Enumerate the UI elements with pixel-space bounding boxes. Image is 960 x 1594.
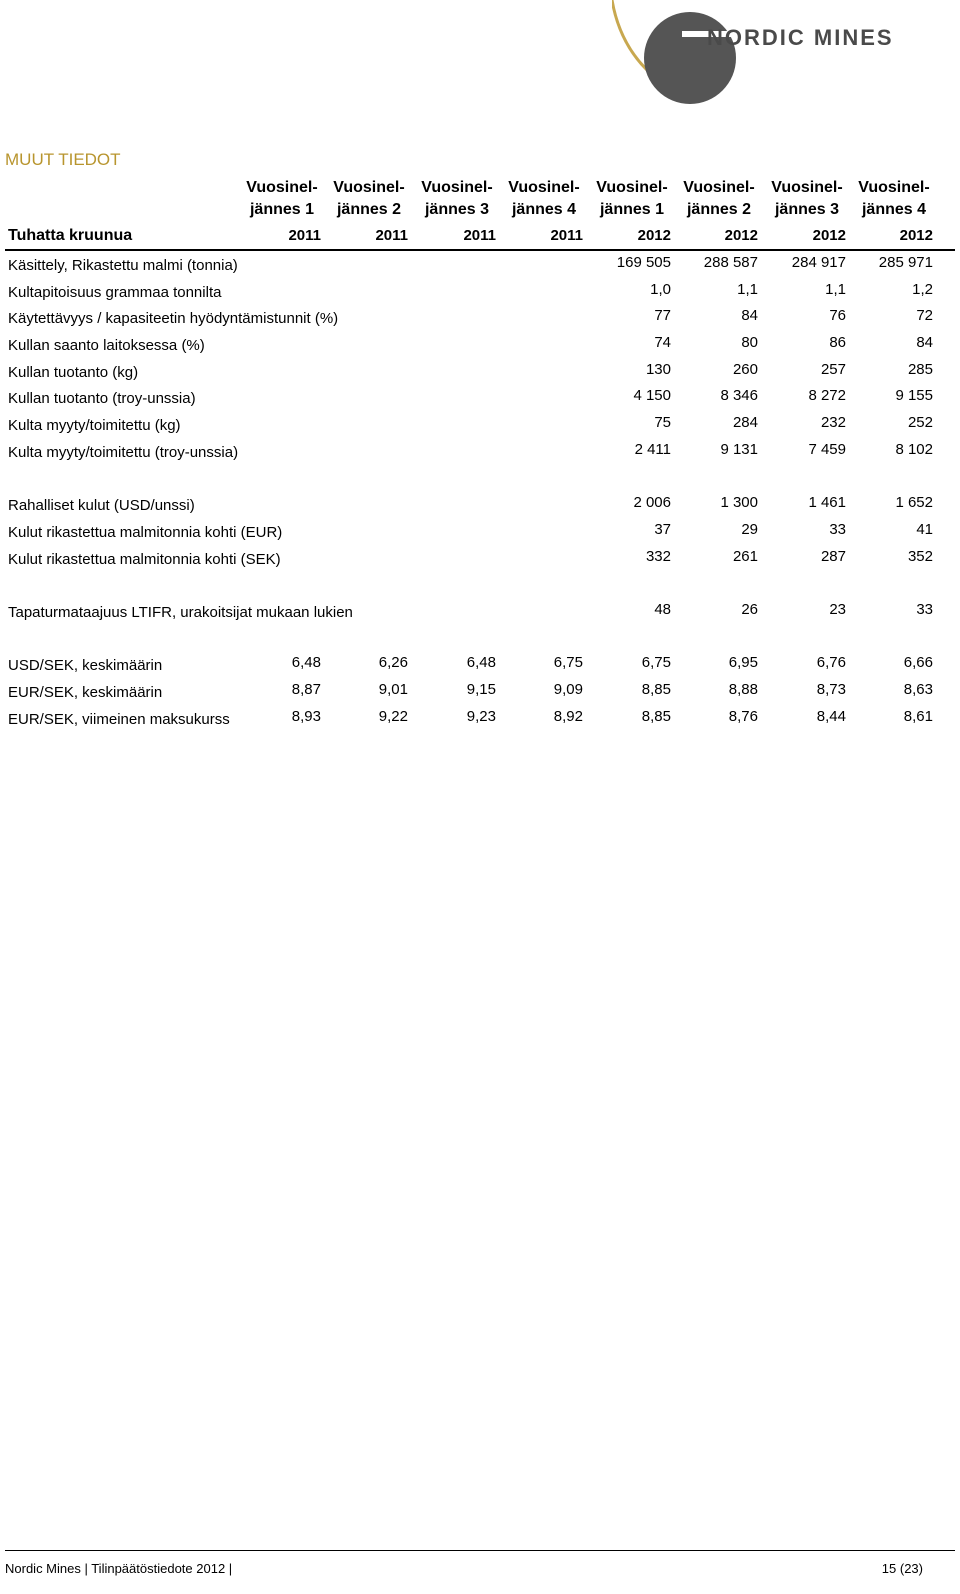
table-cell: 6,48 [291,654,321,671]
table-row [5,413,955,437]
table-cell: 352 [907,548,933,565]
table-cell: 23 [829,601,846,618]
year-header-row [5,225,955,251]
table-cell: 261 [732,548,758,565]
row-label: Kullan saanto laitoksessa (%) [8,337,205,354]
table-cell: 33 [916,601,933,618]
table-cell: 80 [741,334,758,351]
table-cell: 41 [916,521,933,538]
table-cell: 8,88 [728,681,758,698]
table-cell: 29 [741,521,758,538]
table-cell: 285 971 [878,254,933,271]
table-cell: 332 [645,548,671,565]
row-label: Kulta myyty/toimitettu (kg) [8,417,181,434]
table-row [5,333,955,357]
row-label: Rahalliset kulut (USD/unssi) [8,497,195,514]
table-cell: 74 [654,334,671,351]
nordic-mines-logo [612,0,912,110]
table-cell: 8,92 [553,708,583,725]
table-row [5,306,955,330]
column-header: Vuosinel- jännes 3 [421,179,493,218]
row-label: Käytettävyys / kapasiteetin hyödyntämistunnit (%) [8,310,339,327]
column-header: Vuosinel- jännes 4 [508,179,580,218]
unit-label: Tuhatta kruunua [8,227,133,244]
row-label: Kulta myyty/toimitettu (troy-unssia) [8,444,239,461]
year-cell: 2011 [288,227,321,244]
table-row [5,386,955,410]
table-cell: 284 917 [791,254,846,271]
logo-text: NORDIC MINES [707,25,894,50]
row-label: EUR/SEK, keskimäärin [8,684,163,701]
table-cell: 1,1 [825,281,846,298]
column-header: Vuosinel- jännes 2 [333,179,405,218]
year-cell: 2011 [550,227,583,244]
table-cell: 284 [732,414,758,431]
table-cell: 2 411 [634,441,671,458]
table-row [5,707,955,731]
year-cell: 2012 [637,227,671,244]
page-footer [5,1550,955,1581]
table-cell: 77 [654,307,671,324]
table-cell: 6,26 [378,654,408,671]
table-cell: 26 [741,601,758,618]
year-cell: 2011 [463,227,496,244]
row-label: EUR/SEK, viimeinen maksukurss [8,711,230,728]
year-cell: 2012 [812,227,846,244]
row-label: Kulut rikastettua malmitonnia kohti (EUR) [8,524,283,541]
table-cell: 257 [820,361,846,378]
table-row [5,440,955,464]
table-cell: 1 300 [720,494,758,511]
table-cell: 6,75 [641,654,671,671]
table-cell: 1,0 [650,281,671,298]
table-cell: 130 [645,361,671,378]
table-row [5,680,955,704]
table-cell: 285 [907,361,933,378]
table-cell: 84 [916,334,933,351]
table-cell: 8,85 [641,681,671,698]
table-cell: 7 459 [808,441,846,458]
footer-document-title: Nordic Mines | Tilinpäätöstiedote 2012 | [5,1561,233,1576]
table-cell: 8 346 [720,387,758,404]
row-label: USD/SEK, keskimäärin [8,657,163,674]
table-cell: 76 [829,307,846,324]
table-cell: 232 [820,414,846,431]
row-label: Käsittely, Rikastettu malmi (tonnia) [8,257,238,274]
table-cell: 252 [907,414,933,431]
table-cell: 8,63 [903,681,933,698]
table-cell: 260 [732,361,758,378]
table-cell: 37 [654,521,671,538]
year-cell: 2012 [724,227,758,244]
table-cell: 287 [820,548,846,565]
table-cell: 8,61 [903,708,933,725]
table-cell: 6,48 [466,654,496,671]
column-headers [0,177,960,223]
table-cell: 6,76 [816,654,846,671]
row-label: Kullan tuotanto (troy-unssia) [8,390,196,407]
table-cell: 33 [829,521,846,538]
table-cell: 8,73 [816,681,846,698]
year-cell: 2012 [899,227,933,244]
table-cell: 288 587 [703,254,758,271]
row-label: Kulut rikastettua malmitonnia kohti (SEK) [8,551,281,568]
table-cell: 6,66 [903,654,933,671]
table-cell: 8 272 [808,387,846,404]
column-header: Vuosinel- jännes 1 [246,179,318,218]
table-cell: 86 [829,334,846,351]
column-header: Vuosinel- jännes 4 [858,179,930,218]
table-cell: 9 155 [895,387,933,404]
table-cell: 72 [916,307,933,324]
table-cell: 2 006 [633,494,671,511]
column-header: Vuosinel- jännes 2 [683,179,755,218]
table-cell: 9,09 [553,681,583,698]
table-cell: 8,87 [291,681,321,698]
section-title: MUUT TIEDOT [5,150,121,169]
table-cell: 9 131 [720,441,758,458]
table-cell: 1,1 [737,281,758,298]
page-number: 15 (23) [881,1561,923,1576]
table-cell: 84 [741,307,758,324]
table-row [5,653,955,677]
table-cell: 1,2 [912,281,933,298]
table-row [5,600,955,624]
table-cell: 9,01 [378,681,408,698]
table-cell: 8,93 [291,708,321,725]
table-cell: 4 150 [633,387,671,404]
column-header: Vuosinel- jännes 1 [596,179,668,218]
table-cell: 9,15 [466,681,496,698]
table-cell: 48 [654,601,671,618]
table-cell: 1 652 [895,494,933,511]
table-cell: 9,22 [378,708,408,725]
table-row [5,253,955,277]
table-cell: 75 [654,414,671,431]
table-row [5,360,955,384]
table-cell: 6,75 [553,654,583,671]
table-cell: 8,85 [641,708,671,725]
row-label: Kultapitoisuus grammaa tonnilta [8,284,222,301]
table-row [5,280,955,304]
row-label: Tapaturmataajuus LTIFR, urakoitsijat mukaan lukien [8,604,353,621]
table-cell: 9,23 [466,708,496,725]
table-cell: 169 505 [616,254,671,271]
table-cell: 6,95 [728,654,758,671]
table-row [5,547,955,571]
table-row [5,493,955,517]
year-cell: 2011 [375,227,408,244]
column-header: Vuosinel- jännes 3 [771,179,843,218]
table-cell: 8,44 [816,708,846,725]
table-cell: 8,76 [728,708,758,725]
row-label: Kullan tuotanto (kg) [8,364,139,381]
table-cell: 1 461 [808,494,846,511]
table-row [5,520,955,544]
table-cell: 8 102 [895,441,933,458]
